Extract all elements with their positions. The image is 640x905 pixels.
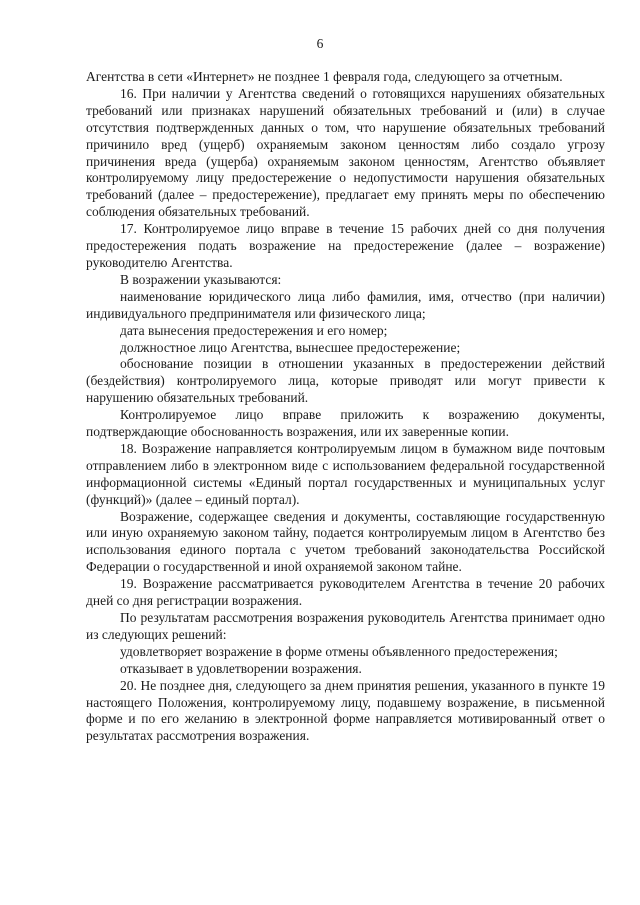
paragraph-item-20: 20. Не позднее дня, следующего за днем принятия решения, указанного в пункте 19 настоящего Положения, контролируемому лицу, подавшему возражение, в письменной форме и по его желанию в электронной форме направляется мотивированный ответ о результатах рассмотрения возражения. xyxy=(86,677,605,744)
paragraph-item-16: 16. При наличии у Агентства сведений о готовящихся нарушениях обязательных требований или признаках нарушений обязательных требований и (или) в случае отсутствия подтвержденных данных о том, что нарушение обязательных требований причинило вред (ущерб) охраняемым законом ценностям либо создало угрозу причинения вреда (ущерба) охраняемым законом ценностям, Агентство объявляет контролируемому лицу предостережение о недопустимости нарушения обязательных требований (далее – предостережение), предлагает ему принять меры по обеспечению соблюдения обязательных требований. xyxy=(86,85,605,220)
paragraph-item-18: 18. Возражение направляется контролируемым лицом в бумажном виде почтовым отправлением либо в электронном виде с использованием федеральной государственной информационной системы «Единый портал государственных и муниципальных услуг (функций)» (далее – единый портал). xyxy=(86,440,605,507)
paragraph-decisions: По результатам рассмотрения возражения руководитель Агентства принимает одно из следующих решений: xyxy=(86,610,605,642)
list-item-official: должностное лицо Агентства, вынесшее предостережение; xyxy=(120,339,461,355)
list-item-satisfy: удовлетворяет возражение в форме отмены объявленного предостережения; xyxy=(120,643,558,659)
list-item-justification: обоснование позиции в отношении указанных в предостережении действий (бездействия) контролируемого лица, которые приводят или могут привести к нарушению обязательных требований. xyxy=(86,356,605,406)
paragraph-objection-contents: В возражении указываются: xyxy=(120,271,282,287)
list-item-refuse: отказывает в удовлетворении возражения. xyxy=(120,660,362,676)
paragraph-item-19: 19. Возражение рассматривается руководителем Агентства в течение 20 рабочих дней со дня регистрации возражения. xyxy=(86,576,605,609)
list-item-date: дата вынесения предостережения и его номер; xyxy=(120,322,388,338)
paragraph-attachments: Контролируемое лицо вправе приложить к возражению документы, подтверждающие обоснованность возражения, или их заверенные копии. xyxy=(86,407,605,440)
list-item-name: наименование юридического лица либо фамилия, имя, отчество (при наличии) индивидуального предпринимателя или физического лица; xyxy=(86,288,605,321)
paragraph-secret-objection: Возражение, содержащее сведения и документы, составляющие государственную или иную охраняемую законом тайну, подается контролируемым лицом в Агентство без использования единого портала с учетом требований законодательства Российской Федерации о государственной и иной охраняемой законом тайне. xyxy=(86,508,605,575)
paragraph-continuation: Агентства в сети «Интернет» не позднее 1 февраля года, следующего за отчетным. xyxy=(86,69,563,84)
paragraph-item-17: 17. Контролируемое лицо вправе в течение 15 рабочих дней со дня получения предостережения подать возражение на предостережение (далее – возражение) руководителю Агентства. xyxy=(86,221,605,270)
page-number: 6 xyxy=(316,36,324,51)
document-body xyxy=(86,69,605,745)
